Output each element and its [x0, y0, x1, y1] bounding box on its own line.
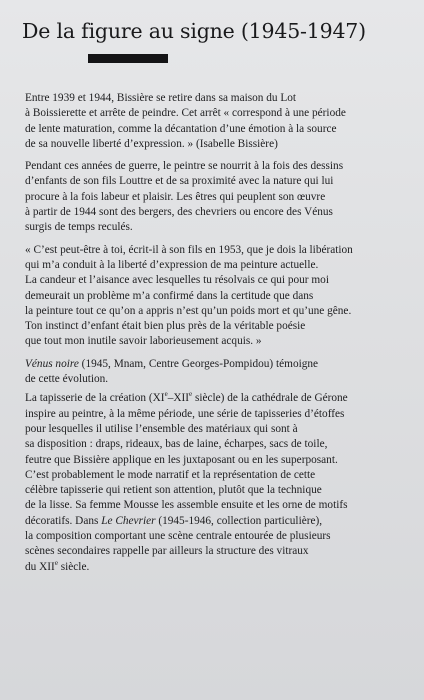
text-line: Entre 1939 et 1944, Bissière se retire dans sa maison du Lot [25, 92, 297, 104]
text-span: siècle) de la cathédrale de Gérone [192, 392, 348, 405]
body-text [25, 91, 420, 582]
text-line: surgis de temps reculés. [25, 221, 133, 234]
text-span: siècle. [57, 560, 90, 573]
paragraph-3-quote [25, 243, 420, 350]
artwork-title-venus-noire: Vénus noire [25, 357, 79, 370]
paragraph-2 [25, 159, 420, 235]
paragraph-4 [25, 357, 420, 388]
superscript: e [189, 390, 193, 399]
text-span: (1945-1946, collection particulière), [155, 514, 323, 527]
text-line: « C’est peut-être à toi, écrit-il à son fils en 1953, que je dois la libération [25, 243, 353, 256]
title-underline-bar [88, 54, 168, 63]
page-title: De la figure au signe (1945-1947) [22, 19, 366, 43]
text-line: procure à la fois labeur et plaisir. Les êtres qui peuplent son œuvre [25, 190, 326, 203]
text-line: Ton instinct d’enfant était bien plus près de la véritable poésie [25, 320, 306, 333]
text-line: célèbre tapisserie qui retient son attention, plutôt que la technique [25, 484, 322, 497]
text-line: demeurait un problème m’a confirmé dans la certitude que dans [25, 289, 314, 302]
text-line: feutre que Bissière applique en les juxtaposant ou en les superposant. [25, 453, 338, 466]
text-line: de lente maturation, comme la décantation d’une émotion à la source [25, 122, 337, 135]
text-line: qui m’a conduit à la liberté d’expression de ma peinture actuelle. [25, 258, 319, 271]
text-line: pour lesquelles il utilise l’ensemble des matériaux qui sont à [25, 422, 298, 435]
text-line: sa disposition : draps, rideaux, bas de laine, écharpes, sacs de toile, [25, 438, 328, 451]
text-line [25, 514, 420, 529]
text-line: la composition comportant une scène centrale entourée de plusieurs [25, 530, 331, 543]
text-span: (1945, Mnam, Centre Georges-Pompidou) témoigne [78, 357, 319, 370]
text-line: à partir de 1944 sont des bergers, des chevriers ou encore des Vénus [25, 206, 333, 219]
text-line [25, 391, 420, 406]
text-line: à Boissierette et arrête de peindre. Cet arrêt « correspond à une période [25, 107, 346, 120]
text-line: inspire au peintre, à la même période, une série de tapisseries d’étoffes [25, 407, 345, 420]
text-line [25, 357, 420, 372]
text-span: –XII [167, 392, 190, 405]
text-line: que tout mon inutile savoir laborieusement acquis. » [25, 335, 262, 348]
superscript: e [54, 558, 58, 567]
text-line: d’enfants de son fils Louttre et de sa proximité avec la nature qui lui [25, 175, 334, 188]
paragraph-5 [25, 391, 420, 575]
text-line: C’est probablement le mode narratif et la représentation de cette [25, 468, 316, 481]
text-line: de sa nouvelle liberté d’expression. » (Isabelle Bissière) [25, 137, 278, 150]
text-span: du XII [25, 560, 55, 573]
text-line: de la lisse. Sa femme Mousse les assemble ensuite et les orne de motifs [25, 499, 348, 512]
text-line: scènes secondaires rappelle par ailleurs la structure des vitraux [25, 545, 309, 558]
text-line: La candeur et l’aisance avec lesquelles tu résolvais ce qui pour moi [25, 274, 329, 287]
text-line: la peinture tout ce qu’on a appris n’est qu’un poids mort et qu’une gêne. [25, 304, 352, 317]
text-line: de cette évolution. [25, 373, 109, 386]
text-span: décoratifs. Dans [25, 514, 102, 527]
paragraph-1 [25, 91, 420, 152]
superscript: e [164, 390, 168, 399]
text-line [25, 560, 420, 575]
artwork-title-le-chevrier: Le Chevrier [101, 514, 156, 527]
text-line: Pendant ces années de guerre, le peintre se nourrit à la fois des dessins [25, 160, 344, 173]
text-span: La tapisserie de la création (XI [25, 392, 165, 405]
